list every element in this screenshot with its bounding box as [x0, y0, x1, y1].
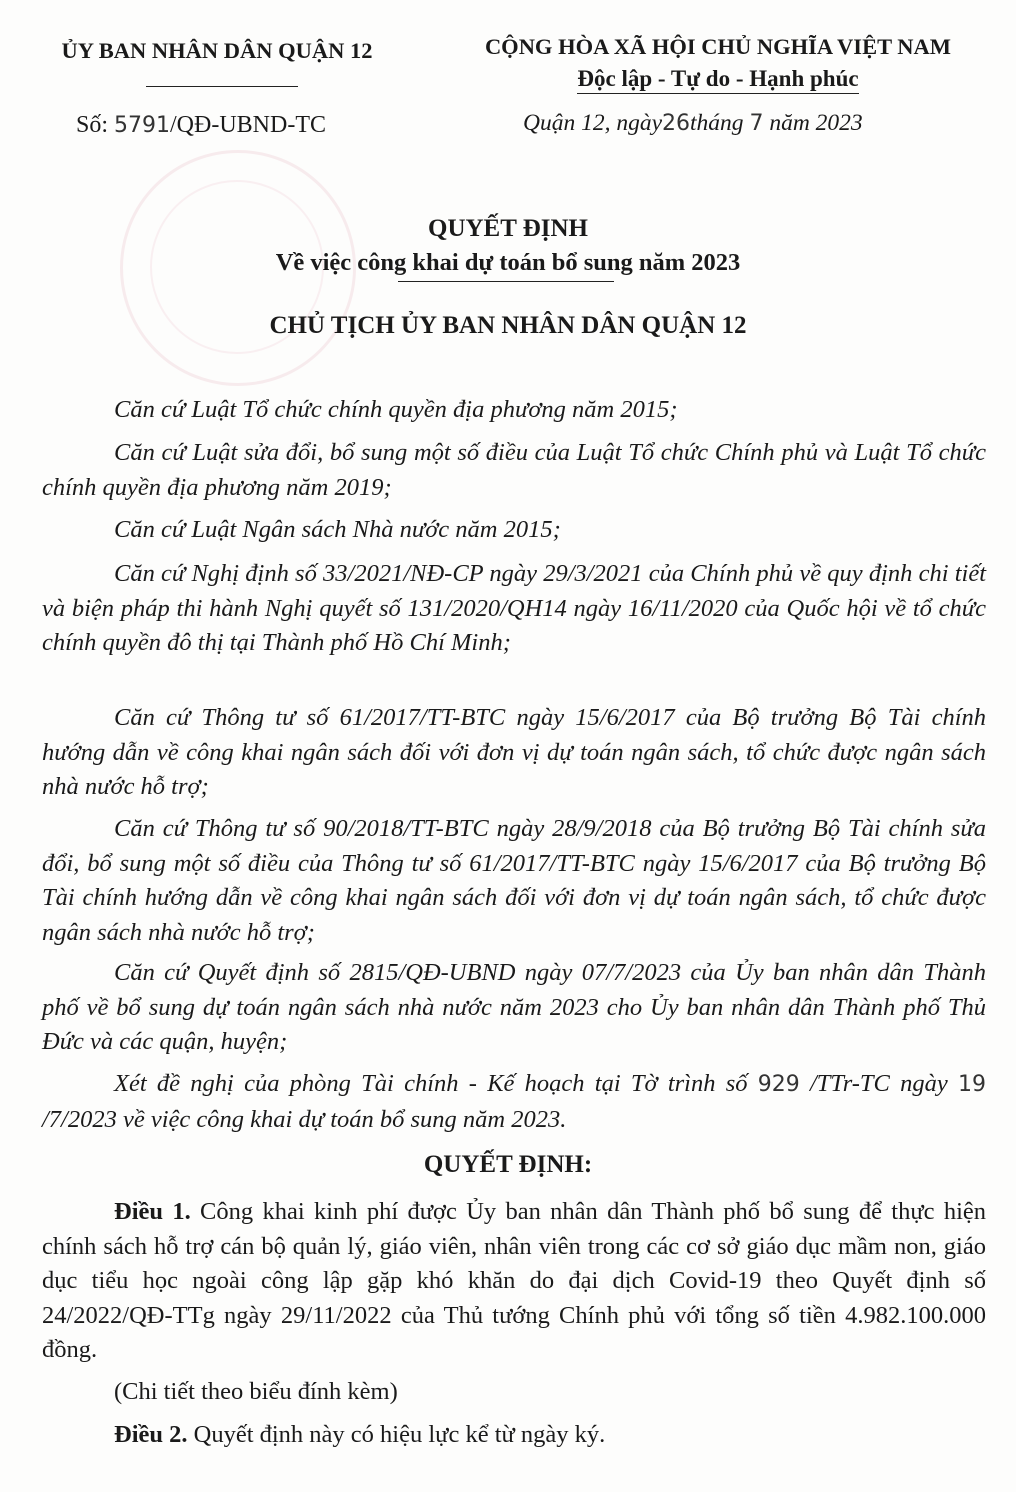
basis-7: Căn cứ Quyết định số 2815/QĐ-UBND ngày 07/7/2023 của Ủy ban nhân dân Thành phố về bổ sung dự toán ngân sách nhà nước năm 2023 cho Ủy ban nhân dân Thành phố Thủ Đức và các quận, huyện;: [42, 959, 986, 1055]
basis-2: Căn cứ Luật sửa đổi, bổ sung một số điều của Luật Tổ chức Chính phủ và Luật Tổ chức chính quyền địa phương năm 2019;: [42, 439, 986, 501]
proposal-text-b: /TTr-TC ngày: [799, 1070, 958, 1097]
article-2-text: Quyết định này có hiệu lực kể từ ngày ký.: [187, 1421, 606, 1448]
subject-underline: [398, 281, 614, 282]
basis-4: Căn cứ Nghị định số 33/2021/NĐ-CP ngày 29/3/2021 của Chính phủ về quy định chi tiết và biện pháp thi hành Nghị quyết số 131/2020/QH14 ngày 16/11/2020 của Quốc hội về tổ chức chính quyền đô thị tại Thành phố Hồ Chí Minh;: [42, 560, 986, 656]
motto: [462, 66, 974, 92]
date-mid: tháng: [690, 110, 744, 136]
doc-title: QUYẾT ĐỊNH: [428, 215, 588, 242]
proposal: [42, 1067, 986, 1137]
number-suffix: /QĐ-UBND-TC: [170, 112, 327, 138]
proposal-number-handwritten: 929: [757, 1072, 800, 1097]
date-suffix: năm 2023: [763, 110, 863, 136]
date-month-handwritten: 7: [749, 111, 764, 136]
document-number: [76, 112, 326, 139]
agency-underline: [146, 86, 298, 87]
attachment-note: (Chi tiết theo biểu đính kèm): [114, 1378, 398, 1405]
country-name: CỘNG HÒA XÃ HỘI CHỦ NGHĨA VIỆT NAM: [484, 34, 952, 59]
proposal-day-handwritten: 19: [958, 1072, 986, 1097]
number-label: Số:: [76, 112, 115, 138]
number-handwritten: 5791: [114, 113, 171, 138]
basis-3: Căn cứ Luật Ngân sách Nhà nước năm 2015;: [114, 516, 561, 543]
article-1: [42, 1195, 986, 1368]
issue-date: [523, 110, 863, 137]
proposal-text-c: /7/2023 về việc công khai dự toán bổ sung năm 2023.: [42, 1105, 567, 1133]
article-2: [42, 1418, 986, 1453]
date-day-handwritten: 26: [662, 111, 691, 136]
article-1-text: Công khai kinh phí được Ủy ban nhân dân Thành phố bổ sung để thực hiện chính sách hỗ trợ cán bộ quản lý, giáo viên, nhân viên trong các cơ sở giáo dục mầm non, giáo dục tiểu học ngoài công lập gặp khó khăn do đại dịch Covid-19 theo Quyết định số 24/2022/QĐ-TTg ngày 29/11/2022 của Thủ tướng Chính phủ với tổng số tiền 4.982.100.000 đồng.: [42, 1198, 987, 1363]
article-1-label: Điều 1.: [114, 1198, 191, 1225]
article-2-label: Điều 2.: [114, 1421, 188, 1448]
doc-subject: Về việc công khai dự toán bổ sung năm 2023: [275, 249, 741, 276]
motto-text: Độc lập - Tự do - Hạnh phúc: [577, 66, 858, 94]
basis-5: Căn cứ Thông tư số 61/2017/TT-BTC ngày 15/6/2017 của Bộ trưởng Bộ Tài chính hướng dẫn về công khai ngân sách đối với đơn vị dự toán ngân sách, tổ chức được ngân sách nhà nước hỗ trợ;: [42, 704, 986, 800]
decision-heading: QUYẾT ĐỊNH:: [423, 1151, 593, 1178]
authority-title: CHỦ TỊCH ỦY BAN NHÂN DÂN QUẬN 12: [269, 312, 747, 339]
date-prefix: Quận 12, ngày: [523, 110, 663, 136]
basis-6: Căn cứ Thông tư số 90/2018/TT-BTC ngày 28/9/2018 của Bộ trưởng Bộ Tài chính sửa đổi, bổ sung một số điều của Thông tư số 61/2017/TT-BTC ngày 15/6/2017 của Bộ trưởng Bộ Tài chính hướng dẫn về công khai ngân sách đối với đơn vị dự toán ngân sách, tổ chức được ngân sách nhà nước hỗ trợ;: [42, 815, 986, 946]
basis-1: Căn cứ Luật Tổ chức chính quyền địa phương năm 2015;: [114, 396, 678, 423]
agency-name: ỦY BAN NHÂN DÂN QUẬN 12: [61, 38, 373, 63]
proposal-text-a: Xét đề nghị của phòng Tài chính - Kế hoạch tại Tờ trình số: [114, 1070, 758, 1097]
